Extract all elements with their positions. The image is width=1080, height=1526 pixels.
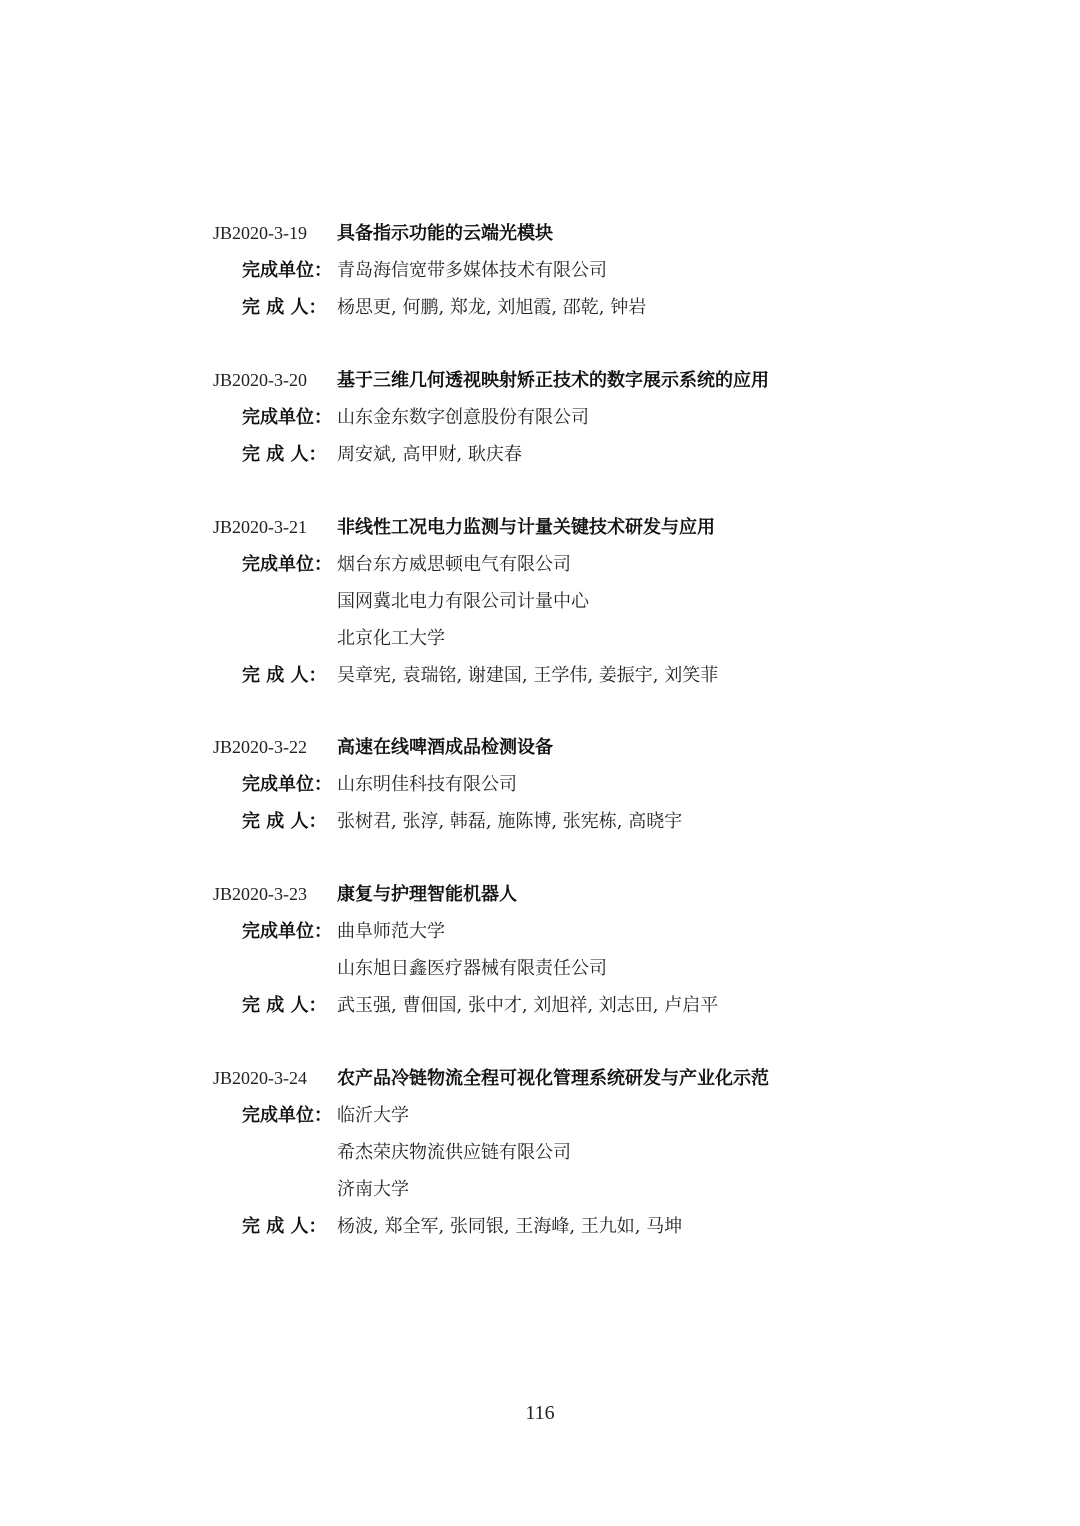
unit-label: 完成单位： xyxy=(242,554,332,575)
unit-row xyxy=(0,252,1080,289)
unit-row xyxy=(0,1171,1080,1208)
entry-title: 基于三维几何透视映射矫正技术的数字展示系统的应用 xyxy=(337,370,769,391)
entry-title: 非线性工况电力监测与计量关键技术研发与应用 xyxy=(337,517,715,538)
people-value: 吴章宪, 袁瑞铭, 谢建国, 王学伟, 姜振宇, 刘笑菲 xyxy=(337,665,719,686)
entry-code: JB2020-3-23 xyxy=(213,884,307,904)
people-label: 完 成 人： xyxy=(242,665,327,686)
unit-label: 完成单位： xyxy=(242,1105,332,1126)
people-value: 杨思更, 何鹏, 郑龙, 刘旭霞, 邵乾, 钟岩 xyxy=(337,297,647,318)
unit-row xyxy=(0,620,1080,657)
entry-header xyxy=(0,876,1080,913)
people-value: 杨波, 郑全军, 张同银, 王海峰, 王九如, 马坤 xyxy=(337,1216,683,1237)
unit-label: 完成单位： xyxy=(242,921,332,942)
people-value: 武玉强, 曹佃国, 张中才, 刘旭祥, 刘志田, 卢启平 xyxy=(337,995,719,1016)
unit-value: 国网冀北电力有限公司计量中心 xyxy=(337,591,589,612)
entry-code: JB2020-3-22 xyxy=(213,737,307,757)
people-row xyxy=(0,987,1080,1024)
unit-value: 青岛海信宽带多媒体技术有限公司 xyxy=(337,260,607,281)
people-label: 完 成 人： xyxy=(242,811,327,832)
unit-value: 北京化工大学 xyxy=(337,628,445,649)
entry-header xyxy=(0,1060,1080,1097)
people-value: 周安斌, 高甲财, 耿庆春 xyxy=(337,444,522,465)
unit-label: 完成单位： xyxy=(242,774,332,795)
unit-value: 临沂大学 xyxy=(337,1105,409,1126)
entry-code: JB2020-3-24 xyxy=(213,1068,307,1088)
people-row xyxy=(0,803,1080,840)
entry-header xyxy=(0,509,1080,546)
unit-value: 烟台东方威思顿电气有限公司 xyxy=(337,554,571,575)
unit-row xyxy=(0,1134,1080,1171)
unit-row xyxy=(0,1097,1080,1134)
unit-row xyxy=(0,950,1080,987)
unit-row xyxy=(0,766,1080,803)
unit-row xyxy=(0,546,1080,583)
unit-value: 济南大学 xyxy=(337,1179,409,1200)
entry-title: 康复与护理智能机器人 xyxy=(337,884,517,905)
people-value: 张树君, 张淳, 韩磊, 施陈博, 张宪栋, 高晓宇 xyxy=(337,811,683,832)
unit-label: 完成单位： xyxy=(242,260,332,281)
entry-title: 农产品冷链物流全程可视化管理系统研发与产业化示范 xyxy=(337,1068,769,1089)
people-label: 完 成 人： xyxy=(242,995,327,1016)
page-number: 116 xyxy=(525,1402,555,1424)
unit-value: 希杰荣庆物流供应链有限公司 xyxy=(337,1142,571,1163)
unit-row xyxy=(0,583,1080,620)
unit-value: 山东明佳科技有限公司 xyxy=(337,774,517,795)
entry-title: 高速在线啤酒成品检测设备 xyxy=(337,737,553,758)
unit-value: 山东旭日鑫医疗器械有限责任公司 xyxy=(337,958,607,979)
entry-code: JB2020-3-20 xyxy=(213,370,307,390)
people-row xyxy=(0,436,1080,473)
entry-header xyxy=(0,362,1080,399)
unit-value: 山东金东数字创意股份有限公司 xyxy=(337,407,589,428)
unit-row xyxy=(0,913,1080,950)
people-row xyxy=(0,657,1080,694)
people-row xyxy=(0,289,1080,326)
people-row xyxy=(0,1208,1080,1245)
entry-code: JB2020-3-19 xyxy=(213,223,307,243)
unit-value: 曲阜师范大学 xyxy=(337,921,445,942)
people-label: 完 成 人： xyxy=(242,1216,327,1237)
entry-title: 具备指示功能的云端光模块 xyxy=(337,223,553,244)
people-label: 完 成 人： xyxy=(242,444,327,465)
entry-code: JB2020-3-21 xyxy=(213,517,307,537)
entry-header xyxy=(0,729,1080,766)
entry-header xyxy=(0,215,1080,252)
unit-label: 完成单位： xyxy=(242,407,332,428)
unit-row xyxy=(0,399,1080,436)
people-label: 完 成 人： xyxy=(242,297,327,318)
